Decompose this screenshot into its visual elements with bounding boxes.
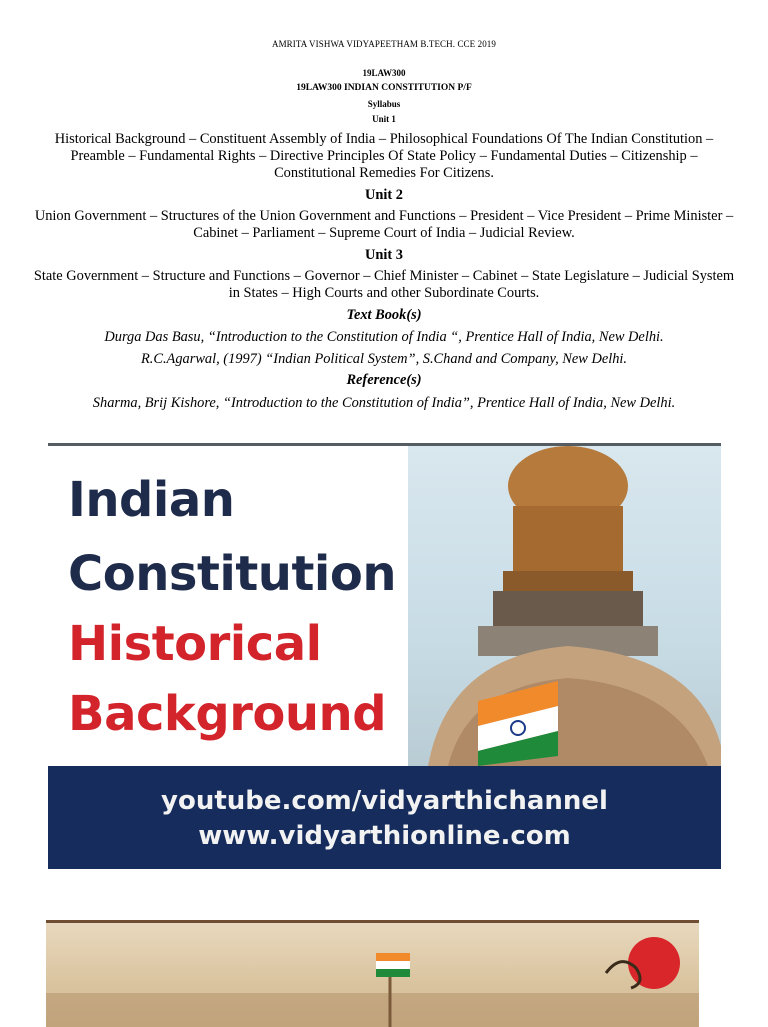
unit2-content: Union Government – Structures of the Union Government and Functions – President – Vice President – Prime Minister – Cabinet – Parliament – Supreme Court of India – Judicial Review. <box>34 208 734 241</box>
indian-constitution-banner <box>48 443 721 869</box>
reference-entry: Sharma, Brij Kishore, “Introduction to the Constitution of India”, Prentice Hall of India, New Delhi. <box>92 395 676 411</box>
unit3-heading: Unit 3 <box>365 247 403 263</box>
second-image <box>46 920 699 1027</box>
course-code: 19LAW300 <box>362 68 406 78</box>
textbook-entry: R.C.Agarwal, (1997) “Indian Political System”, S.Chand and Company, New Delhi. <box>140 351 628 367</box>
banner-photo-panel <box>408 446 721 766</box>
course-title: 19LAW300 INDIAN CONSTITUTION P/F <box>296 83 472 93</box>
unit1-content: Historical Background – Constituent Assembly of India – Philosophical Foundations Of The Indian Constitution – Preamble – Fundamental Rights – Directive Principles Of State Policy – Fundamental Duties – Citizenship – Constitutional Remedies For Citizens. <box>54 131 714 181</box>
unit2-heading: Unit 2 <box>365 187 403 203</box>
textbooks-heading: Text Book(s) <box>346 307 422 323</box>
banner-title-line: Background <box>68 686 387 742</box>
website-url: www.vidyarthionline.com <box>198 821 571 851</box>
banner-title-line: Indian <box>68 472 235 528</box>
references-heading: Reference(s) <box>346 372 422 388</box>
syllabus-label: Syllabus <box>367 99 401 109</box>
textbook-entry: Durga Das Basu, “Introduction to the Constitution of India “, Prentice Hall of India, New Delhi. <box>104 329 664 345</box>
ashoka-emblem-dome-illustration <box>408 446 721 766</box>
unit1-heading: Unit 1 <box>372 114 396 124</box>
flag-and-seal-illustration <box>46 923 699 1027</box>
banner-title-line: Historical <box>68 616 322 672</box>
institution-header: AMRITA VISHWA VIDYAPEETHAM B.TECH. CCE 2019 <box>271 39 496 49</box>
unit3-content: State Government – Structure and Functions – Governor – Chief Minister – Cabinet – State Legislature – Judicial System in States – High Courts and other Subordinate Courts. <box>33 268 735 301</box>
banner-url-strip <box>48 766 721 869</box>
banner-title-line: Constitution <box>68 546 397 602</box>
youtube-url: youtube.com/vidyarthichannel <box>161 786 608 816</box>
